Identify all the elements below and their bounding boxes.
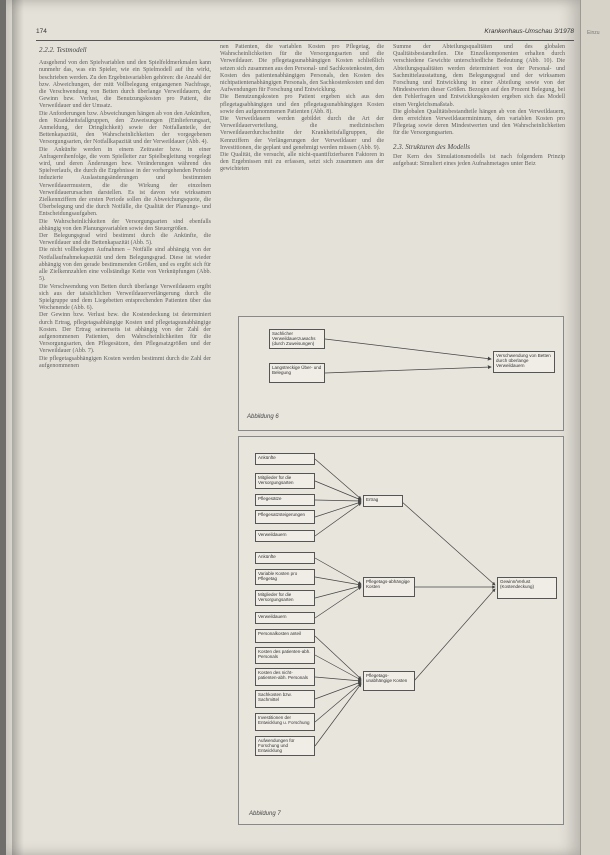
- adjacent-page-edge: [580, 0, 610, 855]
- figure-caption: Abbildung 6: [247, 414, 279, 420]
- diagram-box: Pflegesätze: [255, 494, 315, 506]
- diagram-box: Verweildauern: [255, 612, 315, 624]
- paragraph: Die nicht vollbelegten Aufnahmen – Notfälle sind abhängig von der Notfallaufnahmekapazität und dem Belegungsgrad. Diese ist wieder abhängig von den gerade bestimmenden Größen, und es ergibt sich für alle Zielkennzahlen eine vollständige Kette von Verknüpfungen (Abb. 5).: [39, 247, 211, 283]
- paragraph: Die Wahrscheinlichkeiten der Versorgungsarten sind ebenfalls abhängig von den Planungsvariablen sowie den Steuergrößen.: [39, 218, 211, 232]
- text-column-3: [393, 44, 565, 168]
- paragraph: Die Benutzungskosten pro Patient ergeben sich aus den pflegetagsabhängigen und den pflegetagsunabhängigen Kosten sowie den aufgenommenen Patienten (Abb. 8).: [220, 94, 384, 115]
- text-column-1: [39, 47, 211, 370]
- diagram-box: Variable Kosten pro Pflegetag: [255, 569, 315, 585]
- section-title: 2.3. Strukturen des Modells: [393, 142, 470, 151]
- diagram-box: Verschwendung von Betten durch überlange Verweildauern: [493, 351, 555, 373]
- paragraph: Der Gewinn bzw. Verlust bzw. die Kostendeckung ist determiniert durch Ertrag, pflegetagsabhängige Kosten und pflegetagsunabhängige Kosten. Der Ertrag seinerseits ist abhängig von der Zahl der aufgenommenen Patienten, den Wahrscheinlichkeiten für die Versorgungsarten, den Pflegesätzen, den Pflegesatzgrößen und der Verweildauer (Abb. 7).: [39, 312, 211, 355]
- diagram-box: Kosten des patienten-abh. Personals: [255, 647, 315, 664]
- figure-flow-diagram-small: [238, 316, 564, 431]
- diagram-box: Langstreckige Über- und Belegung: [269, 363, 325, 383]
- figure-flow-diagram-large: [238, 436, 564, 825]
- adjacent-page-text: Einzu: [587, 30, 600, 36]
- paragraph: Die Verschwendung von Betten durch überlange Verweildauern ergibt sich aus der tatsächlichen Verweildauerverlängerung durch die Spielgruppe und dem Liegebetten entsprechenden Patienten über das Wochenende (Abb. 6).: [39, 283, 211, 312]
- paragraph: Die pflegetagsabhängigen Kosten werden bestimmt durch die Zahl der aufgenommenen: [39, 355, 211, 369]
- diagram-box: Personalkosten anteil: [255, 629, 315, 643]
- diagram-box-gewinn-verlust: Gewinn/Verlust (Kostendeckung): [497, 577, 557, 599]
- diagram-box: Ankünfte: [255, 552, 315, 564]
- text-column-2: [220, 44, 384, 174]
- diagram-box: Aufwendungen für Forschung und Entwicklung: [255, 736, 315, 756]
- diagram-box: Sachlicher Verweildauerzuwachs (durch Zuweisungen): [269, 329, 325, 349]
- diagram-box: Verweildauern: [255, 530, 315, 542]
- paragraph: Die globalen Qualitätsbestandteile hängen ab von den Verweildauern, dem erreichten Verweildauerminimum, den variablen Kosten pro Pflegetag sowie deren Mindestwerten und den Wahrscheinlichkeiten für die Versorgungsarten.: [393, 108, 565, 137]
- diagram-box: Pflegesatzsteigerungen: [255, 510, 315, 524]
- paragraph: Die Verweildauern werden gebildet durch die Art der Verweildauerverteilung, die medizinischen Verweildauerdurchschnitte der Krankheitsfallgruppen, die Kennziffern der Verlängerungen der Verweildauer und die Investitionen, die geplant und genehmigt werden müssen (Abb. 9).: [220, 116, 384, 151]
- paragraph: Der Belegungsgrad wird bestimmt durch die Ankünfte, die Verweildauer und die Bettenkapazität (Abb. 5).: [39, 233, 211, 247]
- diagram-box: Mitglieder für die Versorgungsarten: [255, 590, 315, 606]
- diagram-box-pflegetagsunabh-kosten: Pflegetags-unabhängige Kosten: [363, 671, 415, 691]
- diagram-box-ertrag: Ertrag: [363, 495, 403, 507]
- figure-caption: Abbildung 7: [249, 811, 281, 817]
- page-number: 174: [36, 28, 47, 35]
- diagram-box: Ankünfte: [255, 453, 315, 465]
- diagram-box: Mitglieder für die Versorgungsarten: [255, 473, 315, 489]
- page-header: [36, 28, 574, 41]
- paragraph: Der Kern des Simulationsmodells ist nach folgendem Prinzip aufgebaut: Simuliert eines jeden Aufnahmetages unter Beiz: [393, 153, 565, 168]
- section-title: 2.2.2. Testmodell: [39, 46, 87, 54]
- paragraph: Die Ankünfte werden in einem Zeitraster bzw. in einer Anfragereihenfolge, die vom Spielleiter zur Spielbegleitung vorgelegt wird, und deren Änderungen bzw. Veränderungen während des Spielverlaufs, die durch die Ergebnisse in der vorhergehenden Periode induzierte Auslastungsänderungen und bestimmten Verweildauermustern, die die Wirkung der einzelnen Verweildauerursachen darstellen. Es ist davon wie wirksamen Zielkennziffern der ersten Periode sollen die Abweichungsquote, die Überbelegung und die durch Notfälle, die Qualität der Planungs- und Entscheidungsaufgaben.: [39, 146, 211, 218]
- paragraph: Die Anforderungen bzw. Abweichungen hängen ab von den Ankünften, den Krankheitsfallgruppen, den Zuweisungen (Einlieferungsart, Anmeldung, der Dringlichkeit) sowie der Notfallanteile, der Bettenkapazität, den Wahrscheinlichkeiten der vorgegebenen Versorgungsarten, der Notfallkapazität und der Verweildauer (Abb. 4).: [39, 110, 211, 146]
- paragraph: Ausgehend von den Spielvariablen und den Spielfeldmerkmalen kann nunmehr das, was ein Spieler, wie ein Spielmodell auf ihn wirkt, beschrieben werden. Zu den Ergebnisvariablen gehören: die Anzahl der bzw. Abweichungen, der mitt Vollbelegung entgangenen Nachfrage, die Verschwendung von Betten durch überlange Verweildauern, der Gewinn bzw. Verlust, die Benutzungskosten pro Patient, die Verweildauer und der Umsatz.: [39, 60, 211, 110]
- page-spine-shadow: [12, 0, 24, 855]
- document-page: [6, 0, 580, 855]
- paragraph: nen Patienten, die variablen Kosten pro Pflegetag, die Wahrscheinlichkeiten für die Versorgungsarten und die Verweildauer. Die pflegetagsunabhängigen Kosten schließlich setzen sich zusammen aus den Personal- und Sachkostenkosten, den Kosten des patientenabhängigen Personals, den Kosten des nichtpatientenabhängigen Personals, den Sachkostenkosten und den Aufwendungen für Forschung und Entwicklung.: [220, 44, 384, 94]
- paragraph: Die Qualität, die versucht, alle nicht-quantifizierbaren Faktoren in den Ergebnissen mit zu erfassen, setzt sich zusammen aus der gewichteten: [220, 152, 384, 173]
- diagram-box: Sachkosten bzw. Sachmittel: [255, 690, 315, 708]
- diagram-box: Kosten des nicht-patienten-abh. Personals: [255, 668, 315, 686]
- paragraph: Summe der Abteilungsqualitäten und des globalen Qualitätsbestandteilen. Die Einzelkomponenten erhalten durch verschiedene Gewichte unterschiedliche Bedeutung (Abb. 10). Die Abteilungsqualitäten werden determiniert von der Personal- und Sachmittelausstattung, dem Belegungsgrad und der wirksamen Forschung und Entwicklung in einer Abteilung sowie von der Mindestwerten dieser Größen. Bezogen auf den Prozent Belegung, bei den Fehlerfragen und Entwicklungskosten ergeben sich das Modell einen Vergleichsmaßstab.: [393, 44, 565, 108]
- diagram-box-pflegetagsabh-kosten: Pflegetags-abhängige Kosten: [363, 577, 415, 597]
- diagram-box: Investitionen der Entwicklung u. Forschung: [255, 713, 315, 731]
- journal-title: Krankenhaus-Umschau 3/1978: [484, 28, 574, 35]
